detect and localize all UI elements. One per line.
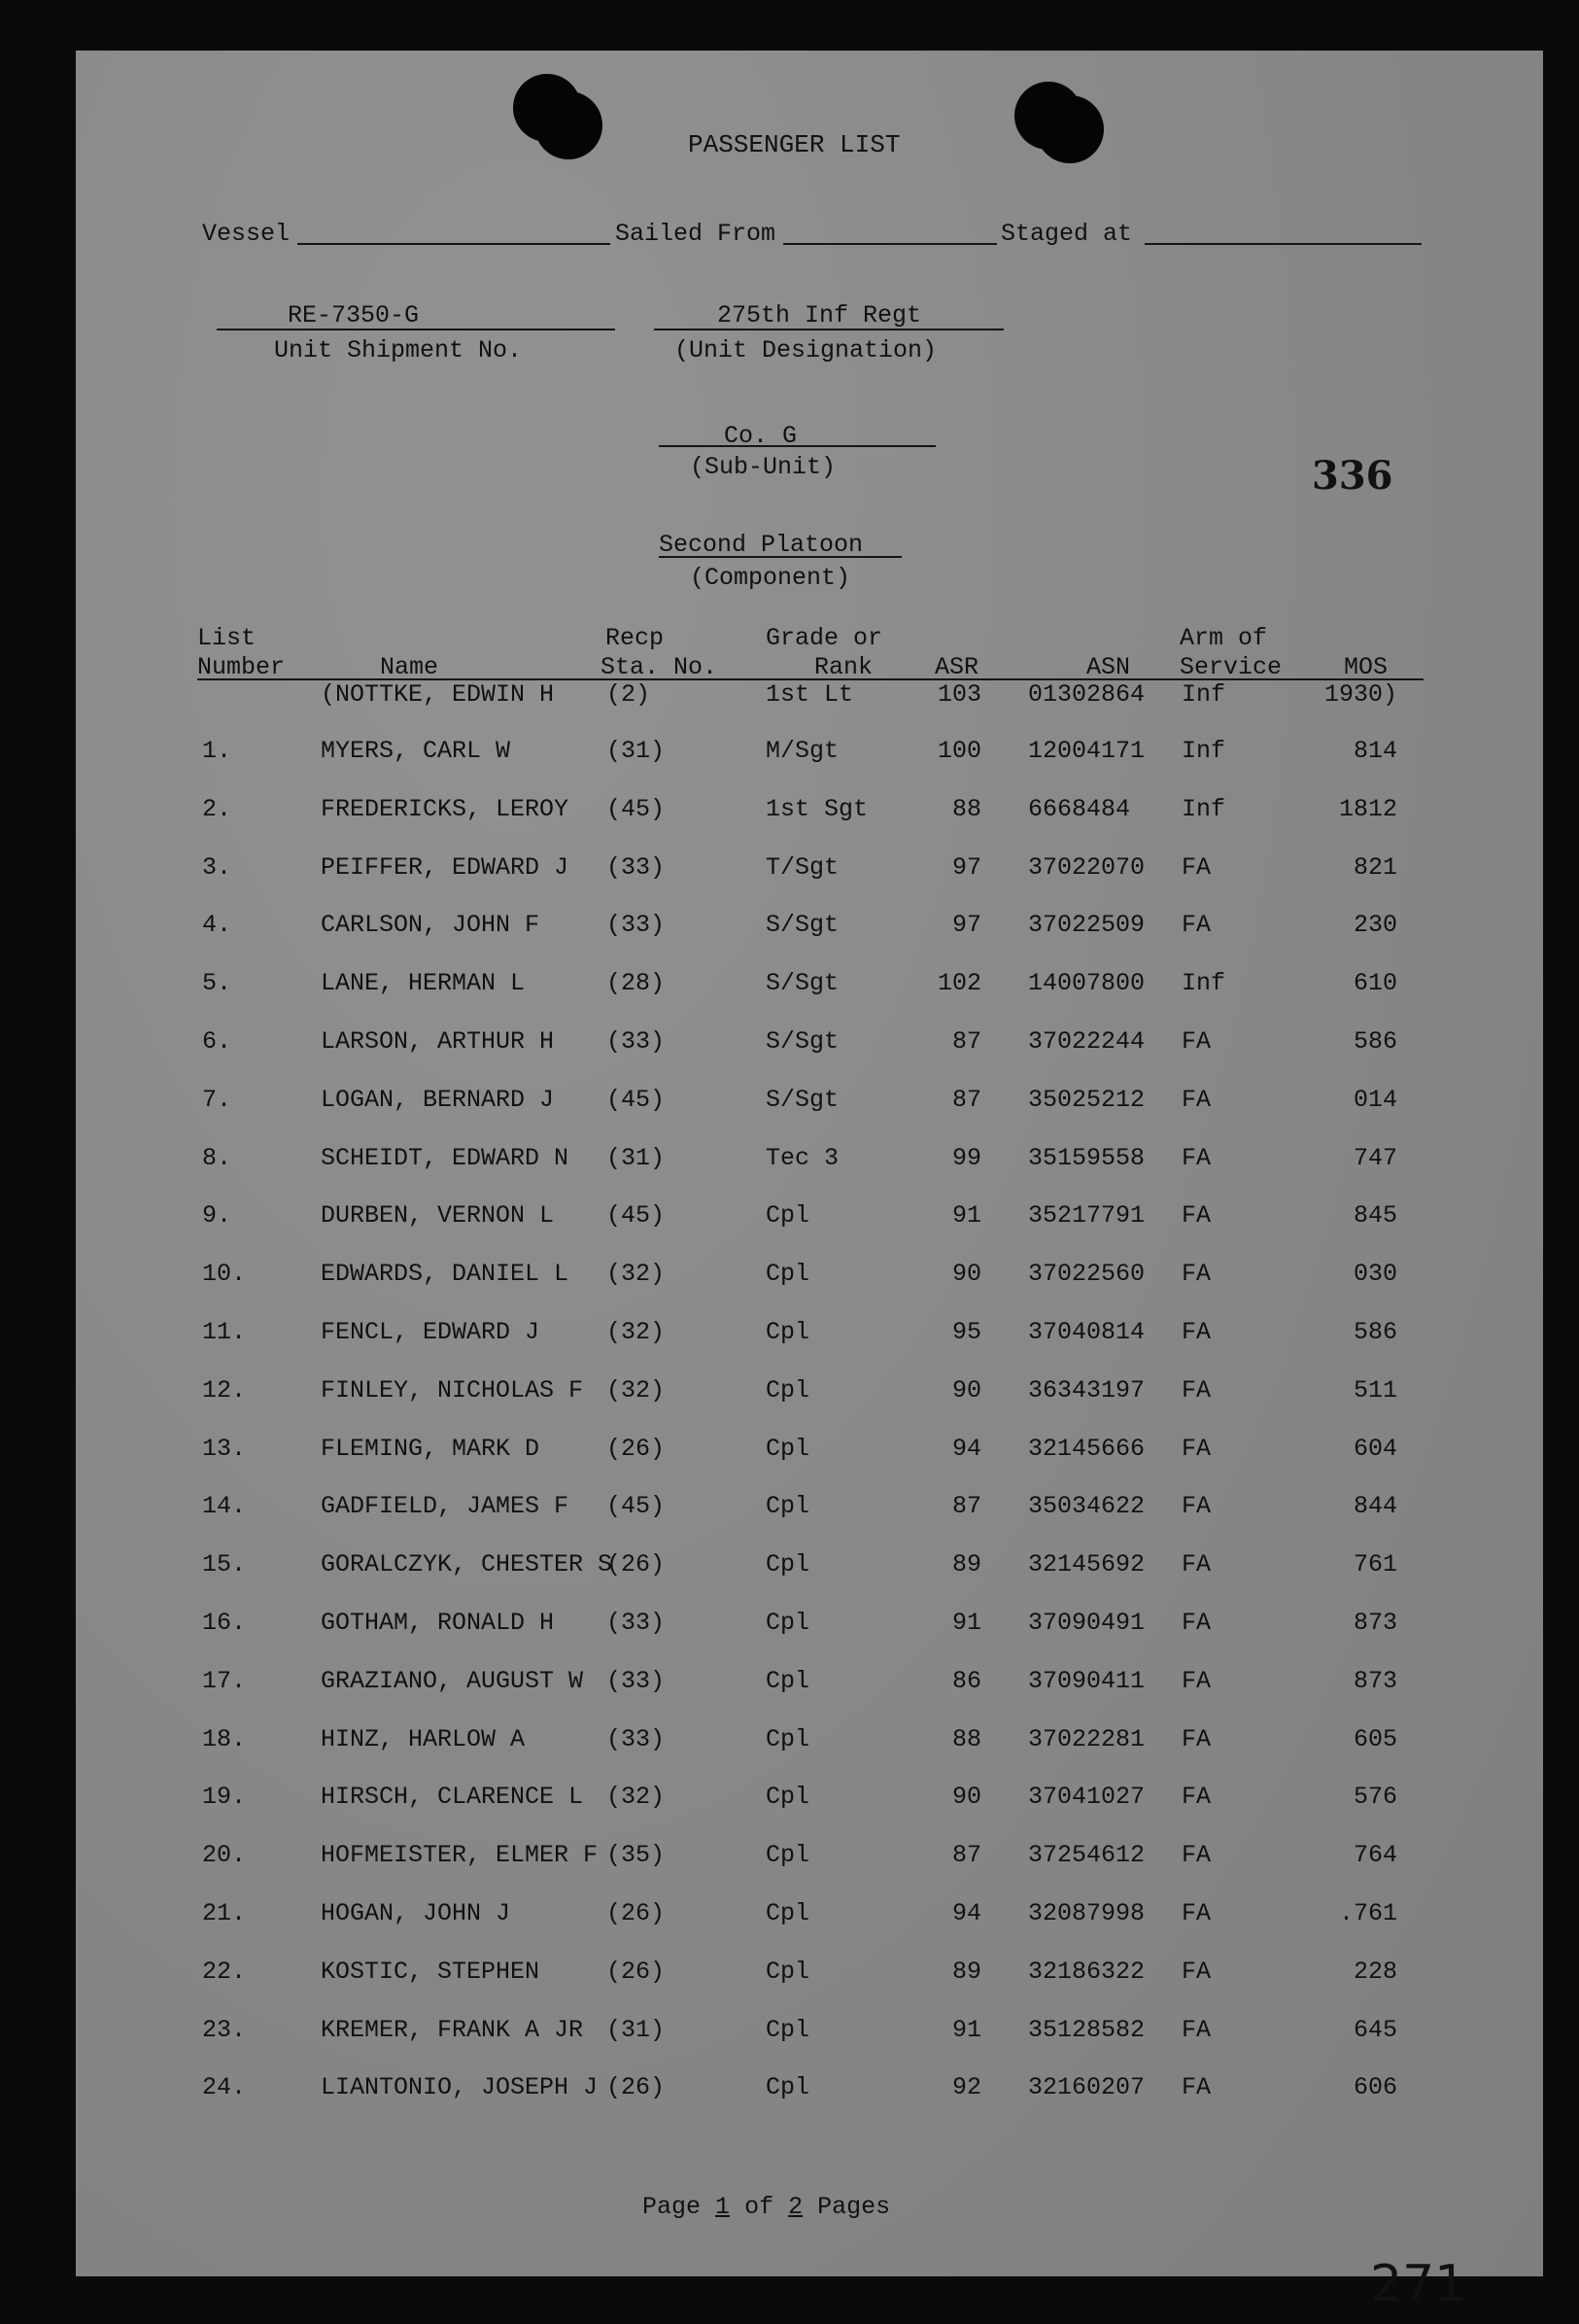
arm-of-service-cell: FA — [1182, 1492, 1212, 1521]
asr-cell: 87 — [951, 1027, 981, 1056]
mos-cell: 1812 — [1338, 794, 1397, 823]
grade-cell: Cpl — [766, 1375, 810, 1405]
arm-of-service-cell: FA — [1182, 2073, 1212, 2102]
document-title: PASSENGER LIST — [688, 130, 901, 159]
grade-cell: S/Sgt — [766, 911, 840, 940]
arm-of-service-cell: FA — [1182, 911, 1212, 940]
mos-cell: 645 — [1353, 2015, 1397, 2044]
recp-station-cell: (31) — [606, 1143, 666, 1172]
mos-cell: 761 — [1353, 1550, 1397, 1579]
grade-cell: 1st Lt — [766, 680, 854, 709]
recp-station-cell: (33) — [606, 1666, 666, 1695]
asn-cell: 32145666 — [1028, 1434, 1146, 1463]
mos-cell: 747 — [1353, 1143, 1397, 1172]
col-grade-line2: Rank — [814, 653, 874, 681]
recp-station-cell: (32) — [606, 1260, 666, 1289]
asr-cell: 87 — [951, 1085, 981, 1114]
grade-cell: Tec 3 — [766, 1143, 840, 1172]
asn-cell: 35025212 — [1028, 1085, 1146, 1114]
list-number-cell: 3. — [202, 852, 232, 882]
sub-unit: Co. G — [724, 422, 798, 450]
recp-station-cell: (33) — [606, 911, 666, 940]
asr-cell: 91 — [951, 2015, 981, 2044]
name-cell: GRAZIANO, AUGUST W — [321, 1666, 584, 1695]
grade-cell: S/Sgt — [766, 1085, 840, 1114]
arm-of-service-cell: FA — [1182, 1783, 1212, 1812]
arm-of-service-cell: FA — [1182, 1550, 1212, 1579]
arm-of-service-cell: Inf — [1182, 794, 1226, 823]
grade-cell: Cpl — [766, 1666, 810, 1695]
asr-cell: 87 — [951, 1841, 981, 1870]
component-caption: (Component) — [690, 564, 851, 592]
asr-cell: 86 — [951, 1666, 981, 1695]
recp-station-cell: (26) — [606, 1957, 666, 1986]
page-footer — [642, 2195, 890, 2219]
asr-cell: 88 — [951, 794, 981, 823]
name-cell: GOTHAM, RONALD H — [321, 1609, 555, 1637]
name-cell: CARLSON, JOHN F — [321, 911, 540, 940]
list-number-cell: 21. — [202, 1899, 247, 1927]
mos-cell: 845 — [1353, 1201, 1397, 1231]
sub-unit-caption: (Sub-Unit) — [690, 453, 837, 481]
recp-station-cell: (32) — [606, 1783, 666, 1812]
handwritten-note: 271 — [1370, 2255, 1467, 2313]
asn-cell: 32160207 — [1028, 2073, 1146, 2102]
list-number-cell: 10. — [202, 1260, 247, 1289]
punch-hole — [534, 91, 602, 159]
arm-of-service-cell: Inf — [1182, 737, 1226, 765]
list-number-cell: 20. — [202, 1841, 247, 1870]
asr-cell: 89 — [951, 1957, 981, 1986]
name-cell: EDWARDS, DANIEL L — [321, 1260, 569, 1289]
mos-cell: 764 — [1353, 1841, 1397, 1870]
name-cell: FLEMING, MARK D — [321, 1434, 540, 1463]
name-cell: DURBEN, VERNON L — [321, 1201, 555, 1231]
grade-cell: Cpl — [766, 1260, 810, 1289]
asn-cell: 37022509 — [1028, 911, 1146, 940]
staged-at-label: Staged at — [1001, 220, 1133, 248]
list-number-cell: 4. — [202, 911, 232, 940]
grade-cell: T/Sgt — [766, 852, 840, 882]
unit-designation: 275th Inf Regt — [717, 301, 922, 330]
asn-cell: 35217791 — [1028, 1201, 1146, 1231]
asr-cell: 92 — [951, 2073, 981, 2102]
name-cell: MYERS, CARL W — [321, 737, 511, 765]
arm-of-service-cell: FA — [1182, 1434, 1212, 1463]
name-cell: PEIFFER, EDWARD J — [321, 852, 569, 882]
list-number-cell: 6. — [202, 1027, 232, 1056]
recp-station-cell: (28) — [606, 969, 666, 998]
asr-cell: 88 — [951, 1724, 981, 1753]
name-cell: FINLEY, NICHOLAS F — [321, 1375, 584, 1405]
grade-cell: Cpl — [766, 1783, 810, 1812]
asn-cell: 37254612 — [1028, 1841, 1146, 1870]
name-cell: LIANTONIO, JOSEPH J — [321, 2073, 599, 2102]
name-cell: KREMER, FRANK A JR — [321, 2015, 584, 2044]
mos-cell: 030 — [1353, 1260, 1397, 1289]
grade-cell: Cpl — [766, 1434, 810, 1463]
recp-station-cell: (31) — [606, 737, 666, 765]
asr-cell: 90 — [951, 1375, 981, 1405]
recp-station-cell: (45) — [606, 794, 666, 823]
asr-cell: 97 — [951, 852, 981, 882]
grade-cell: Cpl — [766, 1724, 810, 1753]
arm-of-service-cell: FA — [1182, 1085, 1212, 1114]
recp-station-cell: (45) — [606, 1201, 666, 1231]
asn-cell: 6668484 — [1028, 794, 1131, 823]
list-number-cell: 2. — [202, 794, 232, 823]
unit-shipment-no: RE-7350-G — [288, 301, 420, 330]
col-arm-line1: Arm of — [1180, 624, 1268, 652]
asn-cell: 32145692 — [1028, 1550, 1146, 1579]
col-asr: ASR — [935, 653, 979, 681]
list-number-cell: 17. — [202, 1666, 247, 1695]
col-recp-line2: Sta. No. — [601, 653, 718, 681]
mos-cell: 821 — [1353, 852, 1397, 882]
list-number-cell: 15. — [202, 1550, 247, 1579]
mos-cell: 511 — [1353, 1375, 1397, 1405]
grade-cell: Cpl — [766, 2015, 810, 2044]
name-cell: GADFIELD, JAMES F — [321, 1492, 569, 1521]
col-list-number-line2: Number — [197, 653, 286, 681]
arm-of-service-cell: FA — [1182, 1666, 1212, 1695]
asn-cell: 32087998 — [1028, 1899, 1146, 1927]
recp-station-cell: (26) — [606, 1434, 666, 1463]
asr-cell: 94 — [951, 1434, 981, 1463]
asn-cell: 12004171 — [1028, 737, 1146, 765]
arm-of-service-cell: FA — [1182, 852, 1212, 882]
name-cell: GORALCZYK, CHESTER S — [321, 1550, 613, 1579]
arm-of-service-cell: FA — [1182, 1609, 1212, 1637]
list-number-cell: 22. — [202, 1957, 247, 1986]
name-cell: FENCL, EDWARD J — [321, 1318, 540, 1346]
mos-cell: 873 — [1353, 1666, 1397, 1695]
asr-cell: 95 — [951, 1318, 981, 1346]
list-number-cell: 7. — [202, 1085, 232, 1114]
recp-station-cell: (35) — [606, 1841, 666, 1870]
staged-at-line — [1145, 243, 1422, 245]
grade-cell: Cpl — [766, 1609, 810, 1637]
page-current: 1 — [715, 2193, 731, 2221]
mos-cell: 844 — [1353, 1492, 1397, 1521]
col-grade-line1: Grade or — [766, 624, 883, 652]
asr-cell: 97 — [951, 911, 981, 940]
grade-cell: 1st Sgt — [766, 794, 869, 823]
list-number-cell: 9. — [202, 1201, 232, 1231]
name-cell: HOFMEISTER, ELMER F — [321, 1841, 599, 1870]
name-cell: KOSTIC, STEPHEN — [321, 1957, 540, 1986]
vessel-label: Vessel — [202, 220, 291, 248]
grade-cell: Cpl — [766, 2073, 810, 2102]
recp-station-cell: (26) — [606, 2073, 666, 2102]
arm-of-service-cell: FA — [1182, 1201, 1212, 1231]
recp-station-cell: (32) — [606, 1318, 666, 1346]
name-cell: LANE, HERMAN L — [321, 969, 526, 998]
asr-cell: 87 — [951, 1492, 981, 1521]
asn-cell: 36343197 — [1028, 1375, 1146, 1405]
page-prefix: Page — [642, 2193, 702, 2221]
col-recp-line1: Recp — [605, 624, 665, 652]
grade-cell: Cpl — [766, 1201, 810, 1231]
sub-unit-line — [659, 445, 936, 447]
asr-cell: 102 — [937, 969, 981, 998]
col-name: Name — [380, 653, 439, 681]
name-cell: LOGAN, BERNARD J — [321, 1085, 555, 1114]
asn-cell: 14007800 — [1028, 969, 1146, 998]
list-number-cell: 11. — [202, 1318, 247, 1346]
sailed-from-line — [783, 243, 997, 245]
asn-cell: 37090411 — [1028, 1666, 1146, 1695]
list-number-cell: 14. — [202, 1492, 247, 1521]
recp-station-cell: (45) — [606, 1492, 666, 1521]
asr-cell: 91 — [951, 1201, 981, 1231]
grade-cell: Cpl — [766, 1841, 810, 1870]
mos-cell: 586 — [1353, 1318, 1397, 1346]
asn-cell: 37090491 — [1028, 1609, 1146, 1637]
name-cell: FREDERICKS, LEROY — [321, 794, 569, 823]
grade-cell: Cpl — [766, 1550, 810, 1579]
recp-station-cell: (26) — [606, 1550, 666, 1579]
arm-of-service-cell: Inf — [1182, 680, 1226, 709]
component: Second Platoon — [659, 531, 864, 559]
recp-station-cell: (32) — [606, 1375, 666, 1405]
col-arm-line2: Service — [1180, 653, 1283, 681]
page-total: 2 — [788, 2193, 804, 2221]
punch-hole — [1036, 95, 1104, 163]
list-number-cell: 16. — [202, 1609, 247, 1637]
mos-cell: 1930) — [1323, 680, 1397, 709]
arm-of-service-cell: FA — [1182, 1260, 1212, 1289]
mos-cell: .761 — [1338, 1899, 1397, 1927]
asr-cell: 94 — [951, 1899, 981, 1927]
list-number-cell: 18. — [202, 1724, 247, 1753]
page-of: of — [744, 2193, 774, 2221]
asn-cell: 37022070 — [1028, 852, 1146, 882]
mos-cell: 604 — [1353, 1434, 1397, 1463]
page-suffix: Pages — [817, 2193, 891, 2221]
grade-cell: Cpl — [766, 1492, 810, 1521]
arm-of-service-cell: FA — [1182, 1318, 1212, 1346]
asn-cell: 37022281 — [1028, 1724, 1146, 1753]
asr-cell: 89 — [951, 1550, 981, 1579]
arm-of-service-cell: FA — [1182, 1724, 1212, 1753]
asr-cell: 99 — [951, 1143, 981, 1172]
list-number-cell: 23. — [202, 2015, 247, 2044]
asr-cell: 90 — [951, 1260, 981, 1289]
mos-cell: 605 — [1353, 1724, 1397, 1753]
recp-station-cell: (33) — [606, 1609, 666, 1637]
asn-cell: 32186322 — [1028, 1957, 1146, 1986]
grade-cell: Cpl — [766, 1899, 810, 1927]
vessel-line — [297, 243, 610, 245]
asn-cell: 37040814 — [1028, 1318, 1146, 1346]
list-number-cell: 5. — [202, 969, 232, 998]
arm-of-service-cell: FA — [1182, 1899, 1212, 1927]
mos-cell: 228 — [1353, 1957, 1397, 1986]
recp-station-cell: (33) — [606, 1724, 666, 1753]
name-cell: HIRSCH, CLARENCE L — [321, 1783, 584, 1812]
name-cell: SCHEIDT, EDWARD N — [321, 1143, 569, 1172]
mos-cell: 586 — [1353, 1027, 1397, 1056]
mos-cell: 610 — [1353, 969, 1397, 998]
name-cell: HOGAN, JOHN J — [321, 1899, 511, 1927]
col-list-number-line1: List — [197, 624, 257, 652]
page-number: 336 — [1312, 453, 1393, 499]
asn-cell: 35128582 — [1028, 2015, 1146, 2044]
list-number-cell: 13. — [202, 1434, 247, 1463]
recp-station-cell: (2) — [606, 680, 651, 709]
list-number-cell: 24. — [202, 2073, 247, 2102]
list-number-cell: 19. — [202, 1783, 247, 1812]
asn-cell: 01302864 — [1028, 680, 1146, 709]
mos-cell: 014 — [1353, 1085, 1397, 1114]
arm-of-service-cell: FA — [1182, 1841, 1212, 1870]
name-cell: HINZ, HARLOW A — [321, 1724, 526, 1753]
asn-cell: 37022244 — [1028, 1027, 1146, 1056]
arm-of-service-cell: FA — [1182, 1375, 1212, 1405]
arm-of-service-cell: FA — [1182, 1143, 1212, 1172]
grade-cell: Cpl — [766, 1318, 810, 1346]
recp-station-cell: (33) — [606, 1027, 666, 1056]
name-cell: (NOTTKE, EDWIN H — [321, 680, 555, 709]
recp-station-cell: (31) — [606, 2015, 666, 2044]
grade-cell: M/Sgt — [766, 737, 840, 765]
asn-cell: 35034622 — [1028, 1492, 1146, 1521]
asr-cell: 90 — [951, 1783, 981, 1812]
asr-cell: 100 — [937, 737, 981, 765]
unit-shipment-caption: Unit Shipment No. — [274, 336, 523, 364]
mos-cell: 230 — [1353, 911, 1397, 940]
list-number-cell: 12. — [202, 1375, 247, 1405]
grade-cell: Cpl — [766, 1957, 810, 1986]
mos-cell: 576 — [1353, 1783, 1397, 1812]
name-cell: LARSON, ARTHUR H — [321, 1027, 555, 1056]
arm-of-service-cell: FA — [1182, 1957, 1212, 1986]
unit-designation-caption: (Unit Designation) — [674, 336, 938, 364]
sailed-from-label: Sailed From — [615, 220, 776, 248]
asn-cell: 35159558 — [1028, 1143, 1146, 1172]
passenger-list-page — [76, 51, 1543, 2313]
asn-cell: 37022560 — [1028, 1260, 1146, 1289]
mos-cell: 606 — [1353, 2073, 1397, 2102]
mos-cell: 814 — [1353, 737, 1397, 765]
list-number-cell: 1. — [202, 737, 232, 765]
mos-cell: 873 — [1353, 1609, 1397, 1637]
col-asn: ASN — [1086, 653, 1131, 681]
recp-station-cell: (45) — [606, 1085, 666, 1114]
col-mos: MOS — [1344, 653, 1389, 681]
recp-station-cell: (33) — [606, 852, 666, 882]
asr-cell: 91 — [951, 1609, 981, 1637]
grade-cell: S/Sgt — [766, 969, 840, 998]
asr-cell: 103 — [937, 680, 981, 709]
list-number-cell: 8. — [202, 1143, 232, 1172]
arm-of-service-cell: FA — [1182, 1027, 1212, 1056]
recp-station-cell: (26) — [606, 1899, 666, 1927]
arm-of-service-cell: Inf — [1182, 969, 1226, 998]
arm-of-service-cell: FA — [1182, 2015, 1212, 2044]
asn-cell: 37041027 — [1028, 1783, 1146, 1812]
grade-cell: S/Sgt — [766, 1027, 840, 1056]
